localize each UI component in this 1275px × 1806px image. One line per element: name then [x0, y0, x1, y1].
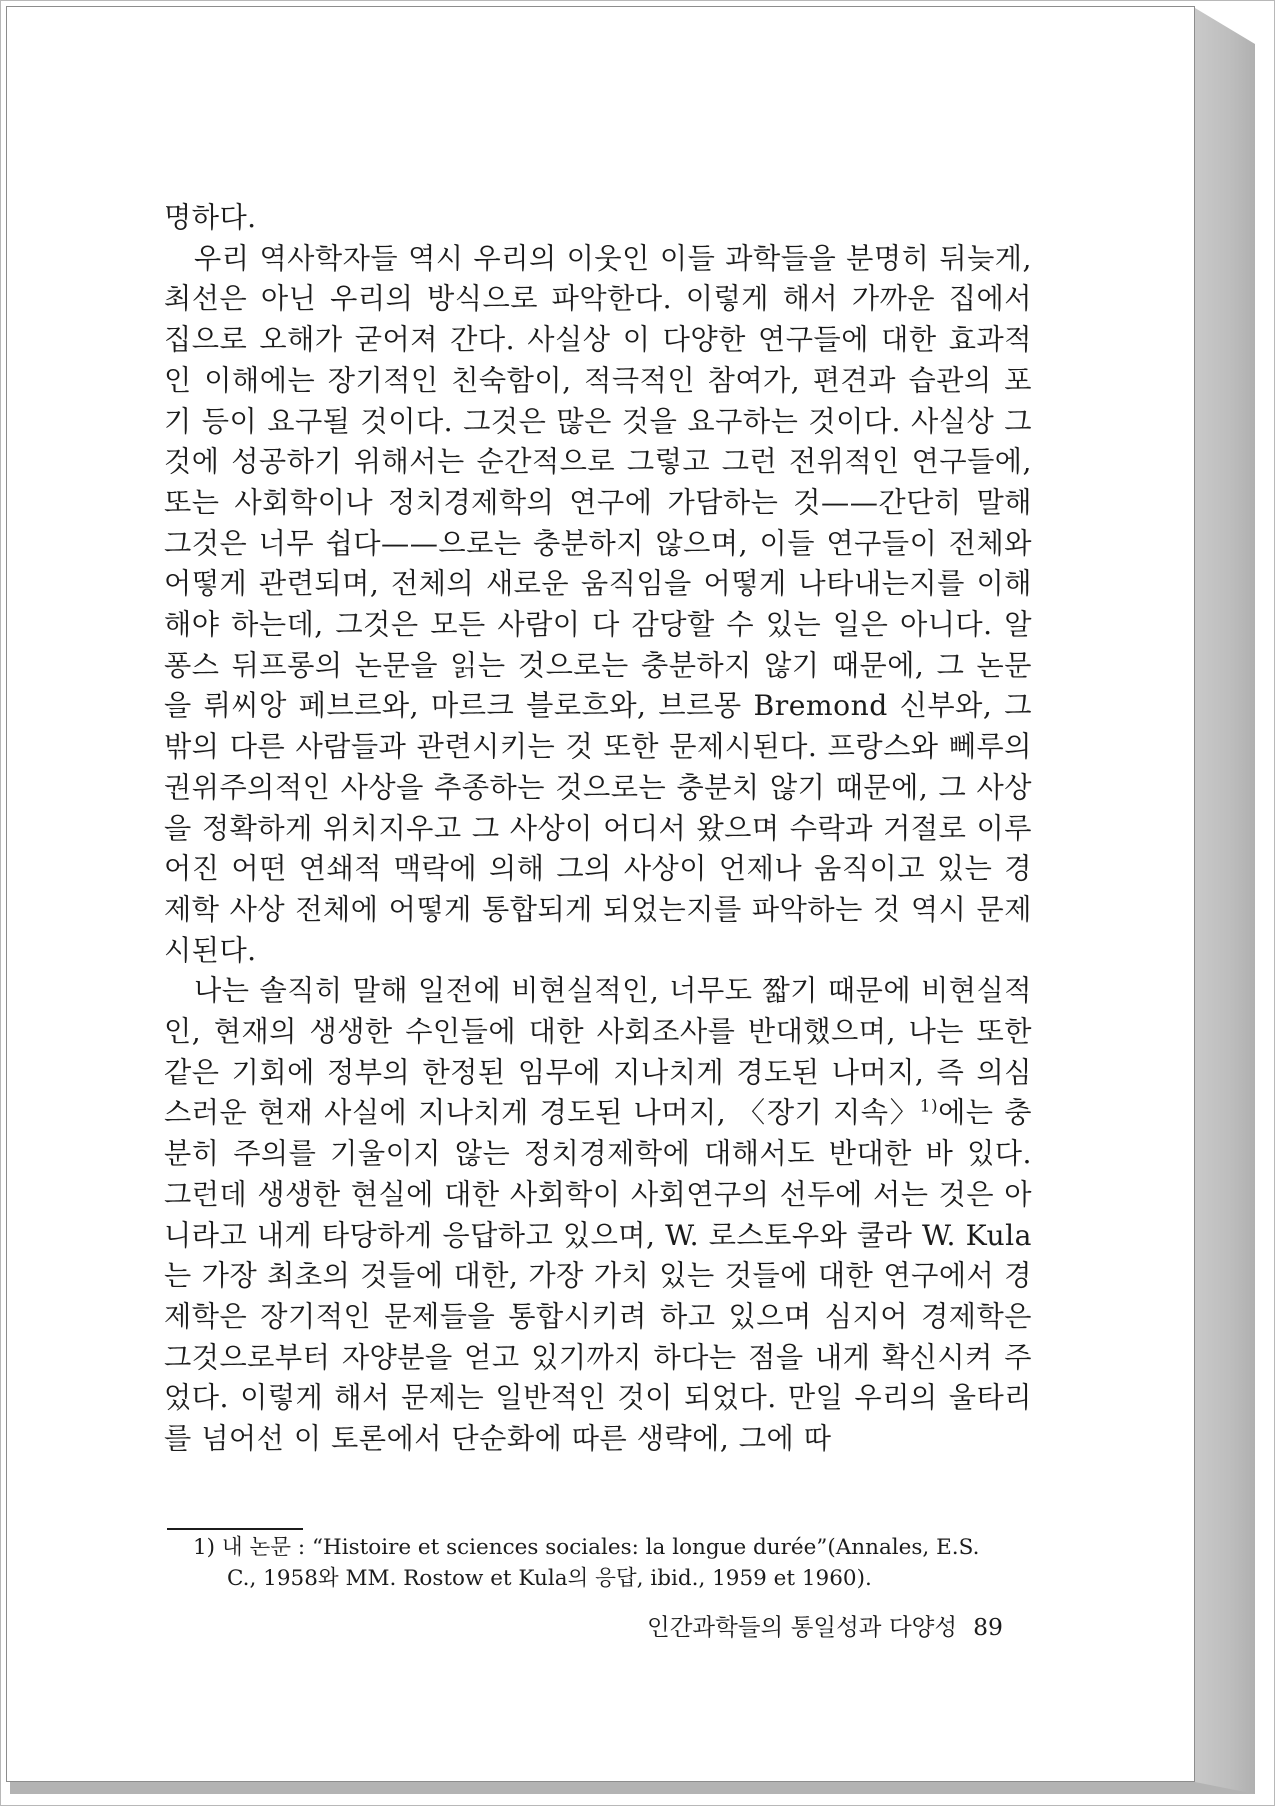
- paragraph-3-part-a: 나는 솔직히 말해 일전에 비현실적인, 너무도 짧기 때문에 비현실적인, 현재의 생생한 수인들에 대한 사회조사를 반대했으며, 나는 또한 같은 기회에 정부의 한정된 임무에 지나치게 경도된 나머지, 즉 의심스러운 현재 사실에 지나치게 경도된 나머지, 〈장기 지속〉: [164, 974, 1032, 1130]
- book-side-edge: [1195, 8, 1255, 1794]
- paragraph-1: 명하다.: [164, 201, 257, 234]
- page-body: [164, 198, 1032, 1460]
- paragraph-3: [164, 971, 1032, 1459]
- running-title: 인간과학들의 통일성과 다양성: [647, 1613, 958, 1641]
- footnote: [193, 1532, 1033, 1594]
- paragraph-3-part-b: 에는 충분히 주의를 기울이지 않는 정치경제학에 대해서도 반대한 바 있다. 그런데 생생한 현실에 대한 사회학이 사회연구의 선두에 서는 것은 아니라고 내게 타당하게 응답하고 있으며, W. 로스토우와 쿨라 W. Kula 는 가장 최초의 것들에 대한, 가장 가치 있는 것들에 대한 연구에서 경제학은 장기적인 문제들을 통합시키려 하고 있으며 심지어 경제학은 그것으로부터 자양분을 얻고 있기까지 하다는 점을 내게 확신시켜 주었다. 이렇게 해서 문제는 일반적인 것이 되었다. 만일 우리의 울타리를 넘어선 이 토론에서 단순화에 따른 생략에, 그에 따: [164, 1096, 1032, 1456]
- footnote-line-1: 1) 내 논문 : “Histoire et sciences sociales: la longue durée”(Annales, E.S.: [193, 1535, 980, 1560]
- page-number: 89: [973, 1613, 1003, 1641]
- paragraph-2: 우리 역사학자들 역시 우리의 이웃인 이들 과학들을 분명히 뒤늦게, 최선은 아닌 우리의 방식으로 파악한다. 이렇게 해서 가까운 집에서 집으로 오해가 굳어져 간다. 사실상 이 다양한 연구들에 대한 효과적인 이해에는 장기적인 친숙함이, 적극적인 참여가, 편견과 습관의 포기 등이 요구될 것이다. 그것은 많은 것을 요구하는 것이다. 사실상 그것에 성공하기 위해서는 순간적으로 그렇고 그런 전위적인 연구들에, 또는 사회학이나 정치경제학의 연구에 가담하는 것——간단히 말해 그것은 너무 쉽다——으로는 충분하지 않으며, 이들 연구들이 전체와 어떻게 관련되며, 전체의 새로운 움직임을 어떻게 나타내는지를 이해해야 하는데, 그것은 모든 사람이 다 감당할 수 있는 일은 아니다. 알퐁스 뒤프롱의 논문을 읽는 것으로는 충분하지 않기 때문에, 그 논문을 뤼씨앙 페브르와, 마르크 블로흐와, 브르몽 Bremond 신부와, 그 밖의 다른 사람들과 관련시키는 것 또한 문제시된다. 프랑스와 뻬루의 권위주의적인 사상을 추종하는 것으로는 충분치 않기 때문에, 그 사상을 정확하게 위치지우고 그 사상이 어디서 왔으며 수락과 거절로 이루어진 어떤 연쇄적 맥락에 의해 그의 사상이 언제나 움직이고 있는 경제학 사상 전체에 어떻게 통합되게 되었는지를 파악하는 것 역시 문제시된다.: [164, 241, 1032, 967]
- footnote-line-2: C., 1958와 MM. Rostow et Kula의 응답, ibid., 1959 et 1960).: [227, 1566, 872, 1591]
- book-bottom-edge: [10, 1782, 1255, 1794]
- footnote-marker: 1): [919, 1096, 939, 1117]
- footnote-divider: [167, 1528, 303, 1530]
- page-footer: [611, 1608, 1003, 1642]
